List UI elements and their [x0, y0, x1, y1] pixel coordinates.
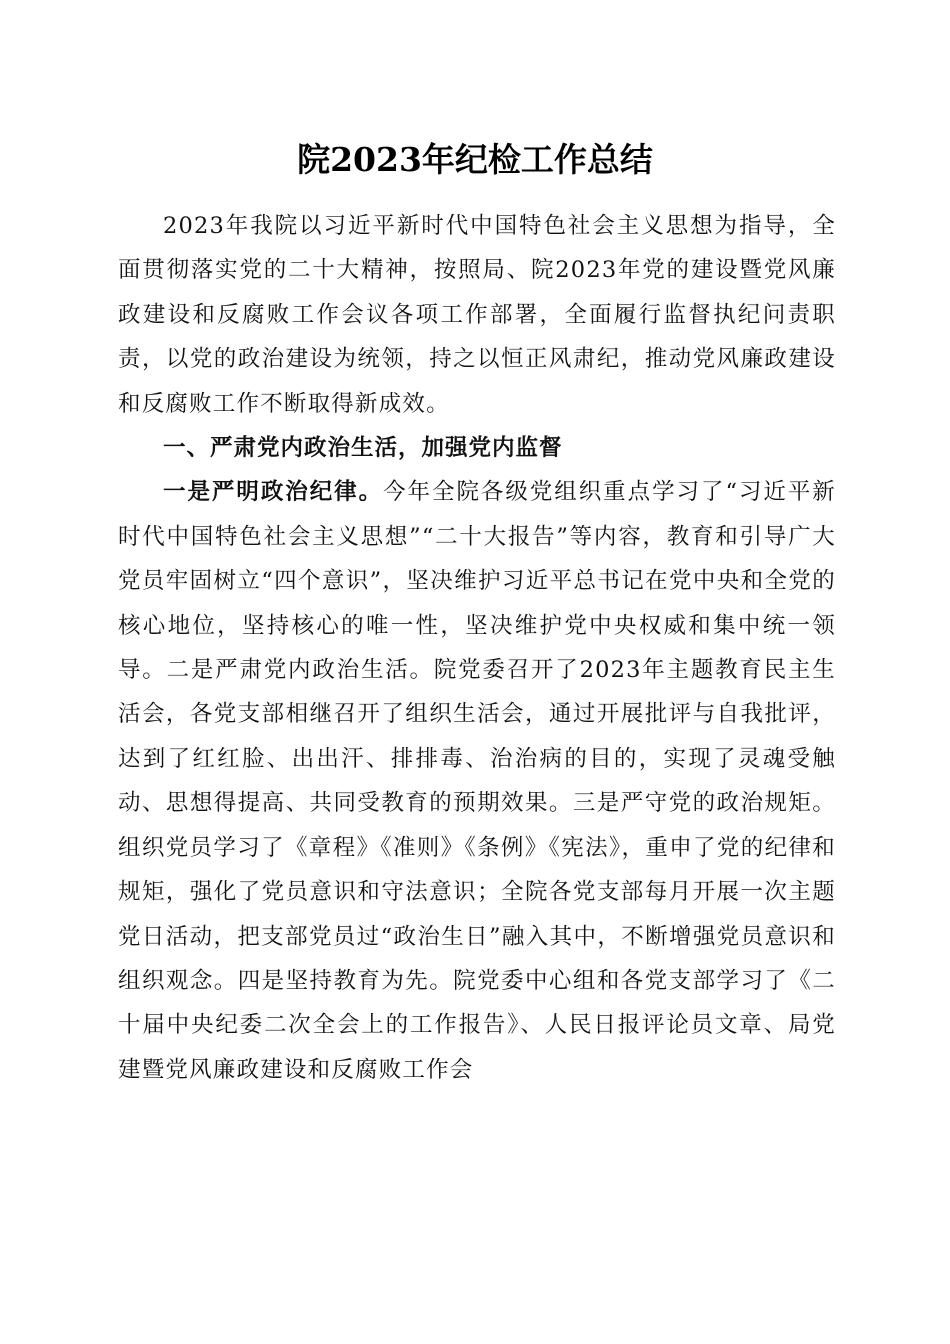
- intro-paragraph: 2023年我院以习近平新时代中国特色社会主义思想为指导，全面贯彻落实党的二十大精神，按照局、院2023年党的建设暨党风廉政建设和反腐败工作会议各项工作部署，全面履行监督执纪问责职责，以党的政治建设为统领，持之以恒正风肃纪，推动党风廉政建设和反腐败工作不断取得新成效。: [118, 213, 836, 417]
- document-title: 院2023年纪检工作总结: [297, 140, 653, 179]
- section-heading: 一、严肃党内政治生活，加强党内监督: [163, 435, 563, 462]
- section-paragraph: [118, 470, 836, 1092]
- document-body: [118, 204, 836, 1092]
- section-text: 今年全院各级党组织重点学习了“习近平新时代中国特色社会主义思想”“二十大报告”等内容，教育和引导广大党员牢固树立“四个意识”，坚决维护习近平总书记在党中央和全党的核心地位，坚持核心的唯一性，坚决维护党中央权威和集中统一领导。二是严肃党内政治生活。院党委召开了2023年主题教育民主生活会，各党支部相继召开了组织生活会，通过开展批评与自我批评，达到了红红脸、出出汗、排排毒、治治病的目的，实现了灵魂受触动、思想得提高、共同受教育的预期效果。三是严守党的政治规矩。组织党员学习了《章程》《准则》《条例》《宪法》，重申了党的纪律和规矩，强化了党员意识和守法意识；全院各党支部每月开展一次主题党日活动，把支部党员过“政治生日”融入其中，不断增强党员意识和组织观念。四是坚持教育为先。院党委中心组和各党支部学习了《二十届中央纪委二次全会上的工作报告》、人民日报评论员文章、局党建暨党风廉政建设和反腐败工作会: [118, 479, 836, 1083]
- section-lead: 一是严明政治纪律。: [163, 479, 384, 506]
